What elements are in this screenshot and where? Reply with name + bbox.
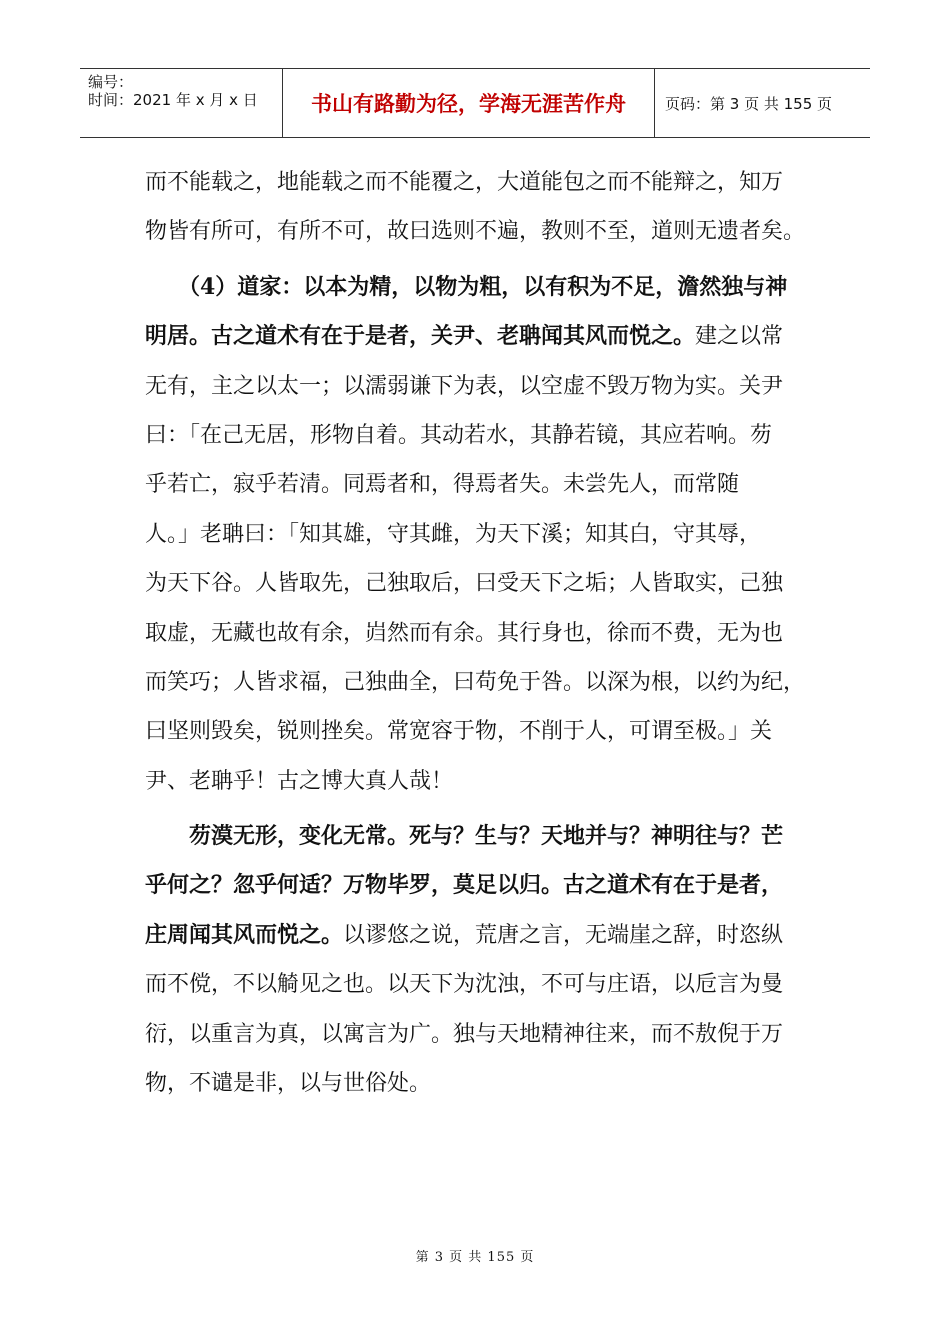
- text-segment: 尹、老聃乎！古之博大真人哉！: [145, 768, 454, 794]
- text-segment: 以谬悠之说，荒唐之言，无端崖之辞，时恣纵: [343, 922, 784, 948]
- body-text: [145, 158, 805, 1108]
- text-line: [145, 861, 805, 910]
- text-segment: 建之以常: [695, 324, 784, 350]
- bold-text-segment: （4）道家：以本为精，以物为粗，以有积为不足，澹然独与神: [145, 273, 788, 300]
- text-segment: 人。」老聃曰：「知其雄，守其雌，为天下溪；知其白，守其辱，: [145, 521, 762, 547]
- text-segment: 物，不谴是非，以与世俗处。: [145, 1071, 432, 1097]
- text-line: [145, 362, 805, 411]
- text-segment: 而不傥，不以觭见之也。以天下为沈浊，不可与庄语，以卮言为曼: [145, 972, 784, 998]
- text-line: [145, 960, 805, 1009]
- text-segment: 衍，以重言为真，以寓言为广。独与天地精神往来，而不敖倪于万: [145, 1021, 784, 1047]
- bold-text-segment: 明居。古之道术有在于是者，关尹、老聃闻其风而悦之。: [145, 323, 696, 350]
- text-line: [145, 609, 805, 658]
- text-line: [145, 263, 805, 312]
- text-segment: 乎若亡，寂乎若清。同焉者和，得焉者失。未尝先人，而常随: [145, 472, 740, 498]
- bold-text-segment: 芴漠无形，变化无常。死与？生与？天地并与？神明往与？芒: [145, 823, 784, 850]
- header-page-info: 页码：第 3 页 共 155 页: [665, 94, 833, 113]
- text-segment: 物皆有所可，有所不可，故曰选则不遍，教则不至，道则无遗者矣。: [145, 219, 806, 245]
- text-segment: 无有，主之以太一；以濡弱谦下为表，以空虚不毁万物为实。关尹: [145, 373, 784, 399]
- text-line: [145, 207, 805, 256]
- number-label: 编号：: [88, 73, 134, 91]
- time-label: 时间：2021 年 x 月 x 日: [88, 91, 258, 109]
- text-line: [145, 707, 805, 756]
- text-line: [145, 1010, 805, 1059]
- text-line: [145, 1059, 805, 1108]
- bold-text-segment: 乎何之？忽乎何适？万物毕罗，莫足以归。古之道术有在于是者，: [145, 872, 784, 899]
- text-line: [145, 559, 805, 608]
- text-line: [145, 158, 805, 207]
- text-segment: 曰：「在己无居，形物自着。其动若水，其静若镜，其应若响。芴: [145, 422, 773, 448]
- header-motto: 书山有路勤为径，学海无涯苦作舟: [283, 69, 655, 137]
- text-line: [145, 812, 805, 861]
- text-line: [145, 658, 805, 707]
- text-line: [145, 510, 805, 559]
- text-segment: 而笑巧；人皆求福，己独曲全，曰苟免于咎。以深为根，以约为纪，: [145, 669, 806, 695]
- text-line: [145, 411, 805, 460]
- text-line: [145, 911, 805, 960]
- text-segment: 而不能载之，地能载之而不能覆之，大道能包之而不能辩之，知万: [145, 170, 784, 195]
- text-segment: 为天下谷。人皆取先，己独取后，曰受天下之垢；人皆取实，己独: [145, 571, 784, 597]
- header-meta: [80, 69, 283, 137]
- text-line: [145, 460, 805, 509]
- text-segment: 曰坚则毁矣，锐则挫矣。常宽容于物，不削于人，可谓至极。」关: [145, 719, 773, 745]
- page-header: [80, 68, 870, 138]
- bold-text-segment: 庄周闻其风而悦之。: [145, 921, 344, 948]
- text-segment: 取虚，无藏也故有余，岿然而有余。其行身也，徐而不费，无为也: [145, 620, 784, 646]
- text-line: [145, 312, 805, 361]
- page-footer: 第 3 页 共 155 页: [415, 1250, 535, 1265]
- text-line: [145, 757, 805, 806]
